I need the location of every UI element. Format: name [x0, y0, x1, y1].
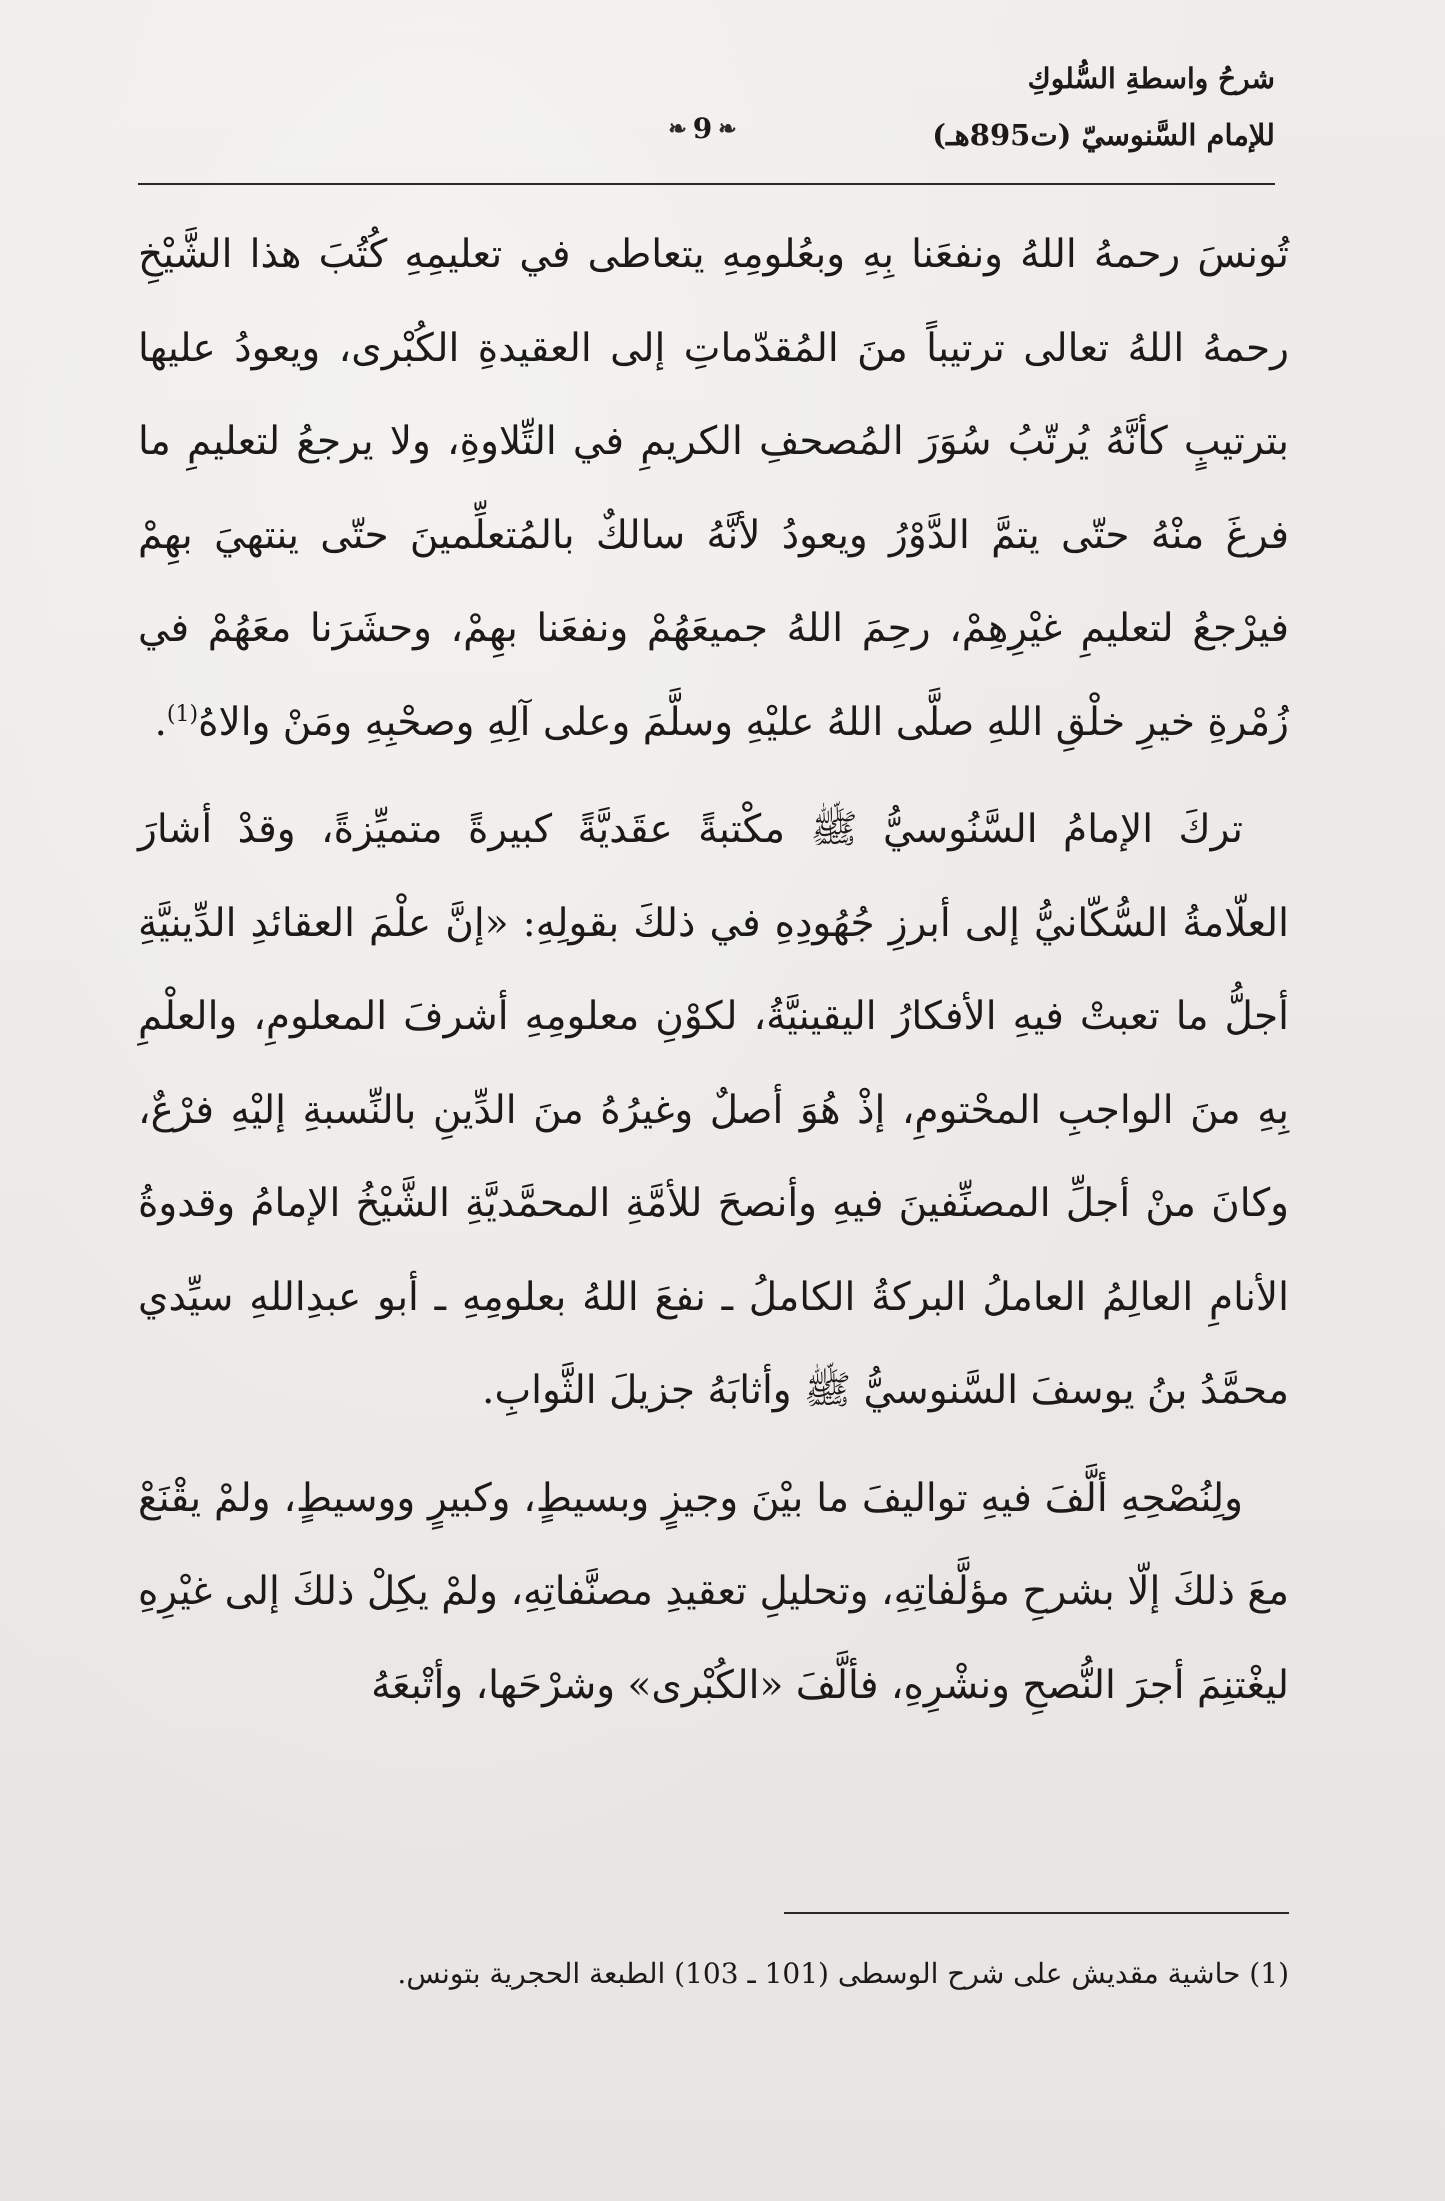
main-text — [138, 208, 1289, 1732]
ornament-left-icon: ❧ — [668, 115, 687, 142]
page-header — [130, 62, 1275, 182]
paragraph-text: تُونسَ رحمهُ اللهُ ونفعَنا بِهِ وبعُلومِهِ يتعاطى في تعليمِهِ كُتُبَ هذا الشَّيْخِ رحمهُ اللهُ تعالى ترتيباً منَ المُقدّماتِ إلى العقيدةِ الكُبْرى، ويعودُ عليها بترتيبٍ كأنَّهُ يُرتّبُ سُوَرَ المُصحفِ الكريمِ في التِّلاوةِ، ولا يرجعُ لتعليمِ ما فرغَ منْهُ حتّى يتمَّ الدَّوْرُ ويعودُ لأنَّهُ سالكٌ بالمُتعلِّمينَ حتّى ينتهيَ بهِمْ فيرْجعُ لتعليمِ غيْرِهِمْ، رحِمَ اللهُ جميعَهُمْ ونفعَنا بهِمْ، وحشَرَنا معَهُمْ في زُمْرةِ خيرِ خلْقِ اللهِ صلَّى اللهُ عليْهِ وسلَّمَ وعلى آلِهِ وصحْبِهِ ومَنْ والاهُ — [138, 232, 1289, 745]
footnote-text: (1) حاشية مقديش على شرح الوسطى (101 ـ 103) الطبعة الحجرية بتونس. — [397, 1957, 1289, 1990]
header-rule — [138, 183, 1275, 185]
footnote-rule — [784, 1912, 1289, 1914]
footnote-reference[interactable]: (1) — [166, 701, 199, 727]
paragraph-text: تركَ الإمامُ السَّنُوسيُّ ﷺ مكْتبةً عقَديَّةً كبيرةً متميِّزةً، وقدْ أشارَ العلّامةُ السُّكّانيُّ إلى أبرزِ جُهُودِهِ في ذلكَ بقولِهِ: «إنَّ علْمَ العقائدِ الدِّينيَّةِ أجلُّ ما تعبتْ فيهِ الأفكارُ اليقينيَّةُ، لكوْنِ معلومِهِ أشرفَ المعلومِ، والعلْمِ بِهِ منَ الواجبِ المحْتومِ، إذْ هُوَ أصلٌ وغيرُهُ منَ الدِّينِ بالنِّسبةِ إليْهِ فرْعٌ، وكانَ منْ أجلِّ المصنِّفينَ فيهِ وأنصحَ للأمَّةِ المحمَّديَّةِ الشَّيْخُ الإمامُ وقدوةُ الأنامِ العالِمُ العاملُ البركةُ الكاملُ ـ نفعَ اللهُ بعلومِهِ ـ أبو عبدِاللهِ سيِّدي محمَّدُ بنُ يوسفَ السَّنوسيُّ ﷺ وأثابَهُ جزيلَ الثَّوابِ. — [138, 807, 1289, 1413]
paragraph: تُونسَ رحمهُ اللهُ ونفعَنا بِهِ وبعُلومِهِ يتعاطى في تعليمِهِ كُتُبَ هذا الشَّيْخِ رحمهُ اللهُ تعالى ترتيباً منَ المُقدّماتِ إلى العقيدةِ الكُبْرى، ويعودُ عليها بترتيبٍ كأنَّهُ يُرتّبُ سُوَرَ المُصحفِ الكريمِ في التِّلاوةِ، ولا يرجعُ لتعليمِ ما فرغَ منْهُ حتّى يتمَّ الدَّوْرُ ويعودُ لأنَّهُ سالكٌ بالمُتعلِّمينَ حتّى ينتهيَ بهِمْ فيرْجعُ لتعليمِ غيْرِهِمْ، رحِمَ اللهُ جميعَهُمْ ونفعَنا بهِمْ، وحشَرَنا معَهُمْ في زُمْرةِ خيرِ خلْقِ اللهِ صلَّى اللهُ عليْهِ وسلَّمَ وعلى آلِهِ وصحْبِهِ ومَنْ والاهُ$^{(1)}$. — [138, 232, 1289, 745]
running-title: شرحُ واسطةِ السُّلوكِ — [1027, 62, 1275, 95]
running-author: للإمام السَّنوسيّ (ت895هـ) — [932, 118, 1275, 152]
paragraph — [138, 1452, 1289, 1733]
ornament-right-icon: ❧ — [718, 115, 737, 142]
page-number: 9 — [692, 112, 713, 145]
paragraph — [138, 783, 1289, 1438]
paragraph-text: ولِنُصْحِهِ ألَّفَ فيهِ تواليفَ ما بيْنَ وجيزٍ وبسيطٍ، وكبيرٍ ووسيطٍ، ولمْ يقْنَعْ معَ ذلكَ إلّا بشرحِ مؤلَّفاتِهِ، وتحليلِ تعقيدِ مصنَّفاتِهِ، ولمْ يكِلْ ذلكَ إلى غيْرِهِ ليغْتنِمَ أجرَ النُّصحِ ونشْرِهِ، فألَّفَ «الكُبْرى» وشرْحَها، وأتْبعَهُ — [138, 1475, 1289, 1708]
page-number-block — [668, 112, 736, 145]
